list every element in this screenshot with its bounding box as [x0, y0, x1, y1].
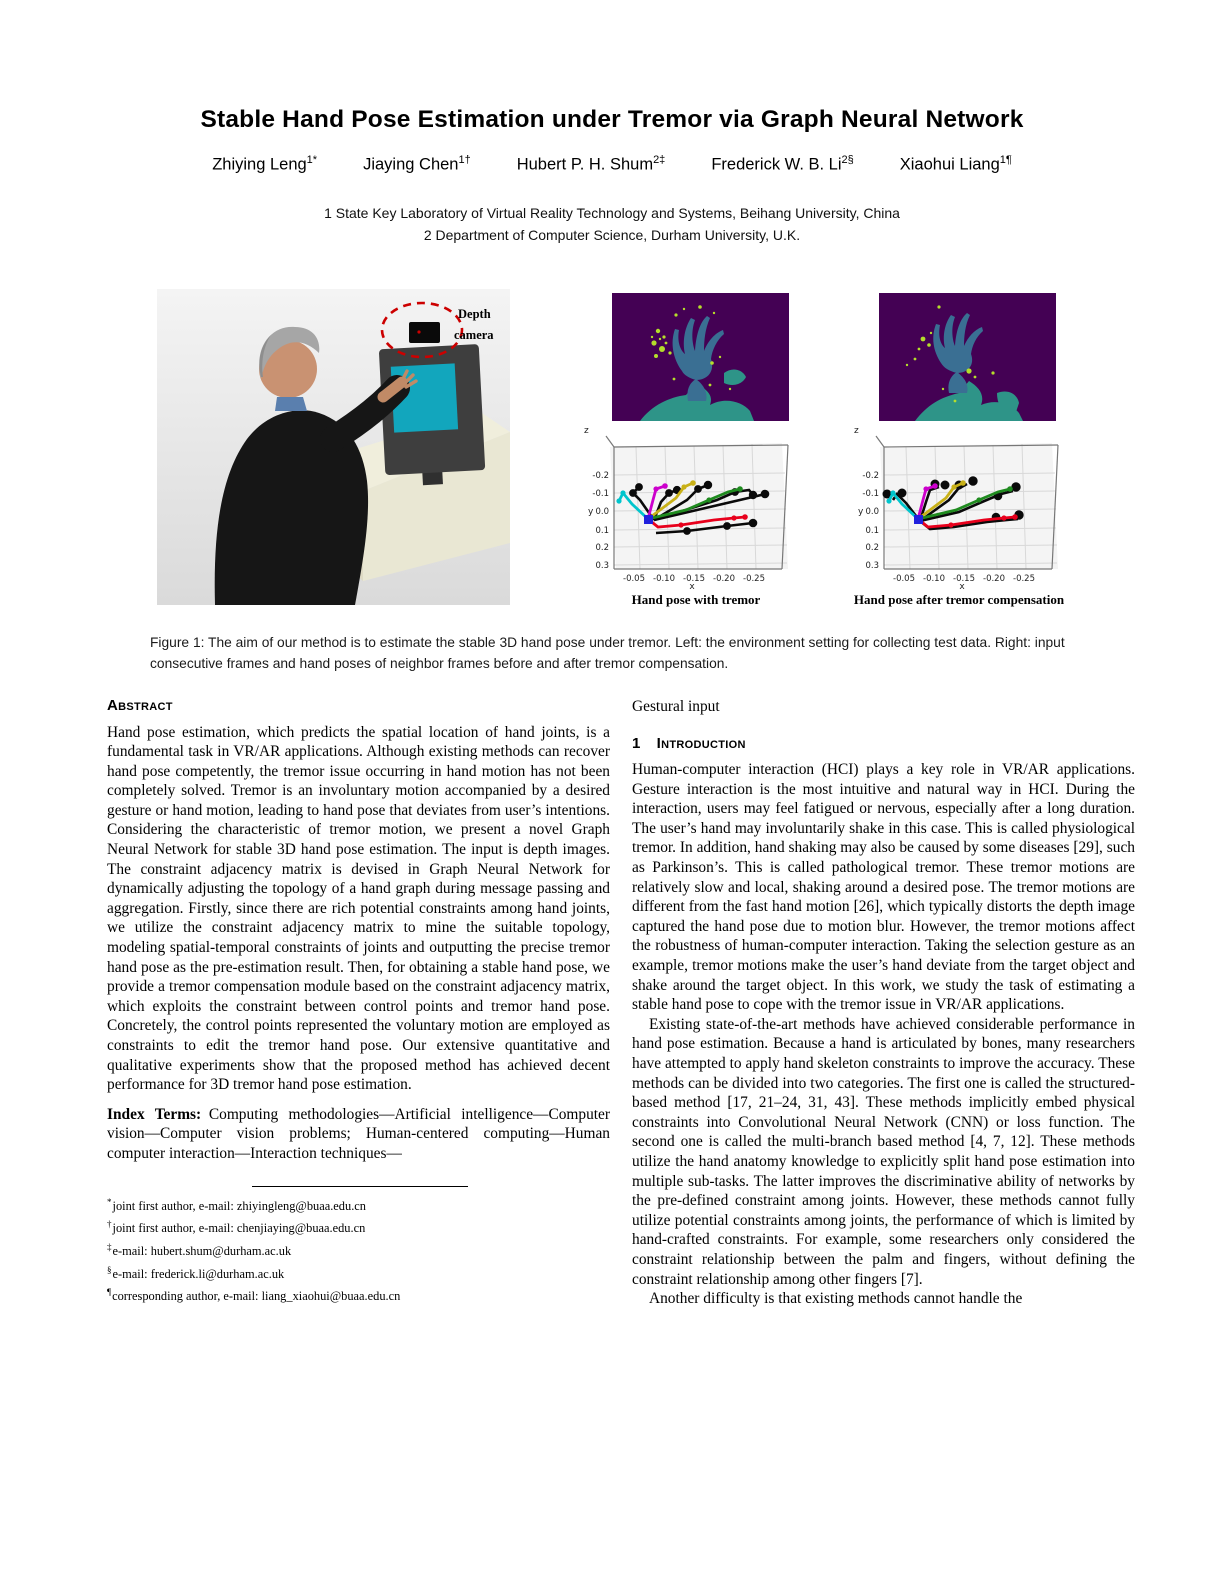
- svg-text:-0.2: -0.2: [592, 470, 609, 481]
- author-name: Xiaohui Liang: [899, 155, 1000, 174]
- root-joint: [644, 515, 653, 524]
- author-row: [0, 154, 1224, 175]
- introduction-heading: [632, 735, 1135, 752]
- affiliations: [0, 202, 1224, 246]
- affiliation-line: 1 State Key Laboratory of Virtual Reality Technology and Systems, Beihang University, China: [324, 204, 900, 221]
- pose-plot-tremor: [576, 423, 816, 591]
- figure1: [0, 289, 1224, 608]
- footnote: [107, 1238, 610, 1261]
- abstract-heading: Abstract: [107, 696, 173, 714]
- svg-text:0.3: 0.3: [595, 560, 609, 571]
- introduction-para2: Existing state-of-the-art methods have achieved considerable performance in hand pose estimation. Because a hand is articulated by bones, many researchers have attempted to apply hand skeleton constraints to improve the accuracy. These methods can be divided into two categories. The first one is called the structured-based method [17, 21–24, 31, 43]. These methods implicitly embed physical constraints into Convolutional Neural Network (CNN) or loss function. The second one is called the multi-branch based method [4, 7, 12]. These methods utilize the hand anatomy knowledge to explicitly split hand pose estimation into multiple sub-tasks. The latter improves the discriminative ability of networks by the pre-defined constraint among joints. However, these methods cannot fully utilize potential constraints among joints, the performance of which is limited by hand-crafted constraints. For example, some researchers only considered the constraint relationship between the palm and fingers, without defining the constraint relationship among other fingers [7].: [632, 1015, 1135, 1288]
- footnote: [107, 1283, 610, 1306]
- author-name: Zhiying Leng: [212, 155, 307, 174]
- footnote-marker: ¶: [107, 1287, 112, 1298]
- svg-text:-0.20: -0.20: [713, 573, 735, 584]
- depth-image-compensated: [879, 293, 1056, 421]
- svg-text:0.2: 0.2: [865, 542, 879, 553]
- z-axis-label: z: [584, 425, 589, 436]
- left-column: [107, 697, 610, 1309]
- svg-text:-0.15: -0.15: [953, 573, 975, 584]
- svg-text:-0.05: -0.05: [893, 573, 915, 584]
- right-column: [632, 697, 1135, 1309]
- author: [363, 154, 471, 175]
- pose-plot-compensated: [846, 423, 1086, 591]
- y-tick-labels: [592, 471, 609, 571]
- y-tick-labels: [862, 471, 879, 571]
- paper-header: [0, 0, 1224, 246]
- footnote-marker: ‡: [107, 1242, 112, 1252]
- footnote-text: corresponding author, e-mail: liang_xiaohui@buaa.edu.cn: [112, 1289, 401, 1304]
- footnote-marker: *: [107, 1196, 112, 1207]
- svg-text:-0.1: -0.1: [862, 488, 879, 499]
- index-terms-label: Index Terms:: [107, 1105, 202, 1123]
- figure1-with-tremor-panel: [576, 289, 816, 608]
- figure1-environment-image: [157, 289, 510, 605]
- introduction-para1: Human-computer interaction (HCI) plays a key role in VR/AR applications. Gesture interaction is the most intuitive and natural way in HCI. During the interaction, users may feel fatigued or nervous, especially after a long duration. The user’s hand may involuntarily shake in this case. This is called physiological tremor. In addition, hand shaking may also be caused by some diseases [29], such as Parkinson’s. This is called pathological tremor. These tremor motions are relatively slow and local, shaking around a desired pose. The tremor motions are different from the fast hand motion [26], which typically distorts the depth image captured the hand pose due to motion blur. However, the tremor motions affect the robustness of human-computer interaction. Taking the selection gesture as an example, tremor motions make the user’s hand deviate from the target object and shake around the target object. In this work, we study the task of estimating a stable hand pose to cope with the tremor issue in VR/AR applications.: [632, 761, 1135, 1014]
- svg-text:0.3: 0.3: [865, 560, 879, 571]
- footnote-rule: [252, 1186, 468, 1187]
- svg-text:0.2: 0.2: [595, 542, 609, 553]
- affiliation-line: 2 Department of Computer Science, Durham University, U.K.: [423, 226, 801, 243]
- author-superscript: 1†: [458, 154, 471, 166]
- y-axis-label: y: [588, 506, 594, 517]
- svg-text:-0.1: -0.1: [592, 488, 609, 499]
- figure1-compensated-panel: [846, 289, 1086, 608]
- author: [900, 154, 1012, 175]
- svg-text:0.0: 0.0: [595, 506, 609, 517]
- author-name: Jiaying Chen: [363, 155, 459, 174]
- index-terms-body: Computing methodologies—Artificial intelligence—Computer vision—Computer vision problems; Human-centered computing—Human computer interaction—Interaction techniques—: [107, 1105, 611, 1162]
- footnote-text: e-mail: frederick.li@durham.ac.uk: [112, 1266, 285, 1281]
- z-axis-label: z: [854, 425, 859, 436]
- svg-text:0.1: 0.1: [595, 525, 609, 536]
- svg-text:0.0: 0.0: [865, 506, 879, 517]
- author-superscript: 1¶: [999, 154, 1012, 166]
- two-column-body: [0, 697, 1224, 1309]
- x-axis-label: x: [959, 581, 965, 591]
- author: [711, 154, 853, 175]
- svg-text:-0.15: -0.15: [683, 573, 705, 584]
- environment-render: [157, 289, 510, 605]
- footnote-text: e-mail: hubert.shum@durham.ac.uk: [112, 1244, 292, 1259]
- svg-text:-0.20: -0.20: [983, 573, 1005, 584]
- depth-image-tremor: [612, 293, 789, 421]
- index-terms-continued: Gestural input: [632, 697, 720, 715]
- svg-text:-0.25: -0.25: [743, 573, 765, 584]
- author-superscript: 2§: [841, 154, 854, 166]
- root-joint: [914, 515, 923, 524]
- abstract-body: Hand pose estimation, which predicts the spatial location of hand joints, is a fundamental task in VR/AR applications. Although existing methods can recover hand pose competently, the tremor issue occurring in hand motion has not been completely solved. Tremor is an involuntary motion accompanied by a desired gesture or hand motion, leading to hand pose that deviates from user’s intentions. Considering the characteristic of tremor motion, we present a novel Graph Neural Network for stable 3D hand pose estimation. The input is depth images. The constraint adjacency matrix is devised in Graph Neural Network for dynamically adjusting the topology of a hand graph during message passing and aggregation. Firstly, since there are rich potential constraints among hand joints, we utilize the constraint adjacency matrix to mine the suitable topology, modeling spatial-temporal constraints of joints and outputting the precise tremor hand pose as the pre-estimation result. Then, for obtaining a stable hand pose, we provide a tremor compensation module based on the constraint adjacency matrix, which exploits the constraint between control points and tremor hand pose. Concretely, the control points represented the voluntary motion are employed as constraints to edit the tremor hand pose. Our extensive quantitative and qualitative experiments show that the proposed method has achieved decent performance for 3D tremor hand pose estimation.: [107, 723, 610, 1094]
- introduction-para3: Another difficulty is that existing methods cannot handle the: [649, 1290, 1023, 1308]
- svg-text:0.1: 0.1: [865, 525, 879, 536]
- plot-caption-compensated: Hand pose after tremor compensation: [853, 591, 1065, 607]
- footnote-text: joint first author, e-mail: zhiyingleng@buaa.edu.cn: [112, 1198, 366, 1213]
- page-title: Stable Hand Pose Estimation under Tremor via Graph Neural Network: [200, 106, 1024, 133]
- svg-text:-0.2: -0.2: [862, 470, 879, 481]
- y-axis-label: y: [858, 506, 864, 517]
- footnote: [107, 1193, 610, 1216]
- x-axis-label: x: [689, 581, 695, 591]
- footnotes: [107, 1193, 610, 1307]
- figure1-caption: Figure 1: The aim of our method is to estimate the stable 3D hand pose under tremor. Left: the environment setting for collecting test data. Right: input consecutive frames and hand poses of neighbor frames before and after tremor compensation.: [150, 634, 1065, 671]
- footnote-marker: †: [107, 1219, 112, 1230]
- camera-label-line1: Depth: [458, 306, 491, 321]
- section-number: 1: [632, 735, 641, 753]
- svg-text:-0.25: -0.25: [1013, 573, 1035, 584]
- author-superscript: 1*: [306, 154, 318, 166]
- author-superscript: 2‡: [653, 154, 666, 166]
- svg-text:-0.05: -0.05: [623, 573, 645, 584]
- footnote-marker: §: [107, 1264, 112, 1275]
- plot-caption-tremor: Hand pose with tremor: [631, 591, 761, 607]
- index-terms: [107, 1105, 610, 1164]
- svg-text:-0.10: -0.10: [653, 573, 675, 584]
- camera-label-line2: camera: [454, 327, 494, 342]
- author-name: Frederick W. B. Li: [711, 155, 842, 174]
- footnote-text: joint first author, e-mail: chenjiaying@buaa.edu.cn: [112, 1221, 366, 1236]
- svg-text:-0.10: -0.10: [923, 573, 945, 584]
- footnote: [107, 1215, 610, 1238]
- author: [517, 154, 666, 175]
- author-name: Hubert P. H. Shum: [516, 155, 654, 174]
- author: [212, 154, 317, 175]
- footnote: [107, 1261, 610, 1284]
- monitor: [379, 344, 486, 487]
- section-title: Introduction: [656, 735, 746, 753]
